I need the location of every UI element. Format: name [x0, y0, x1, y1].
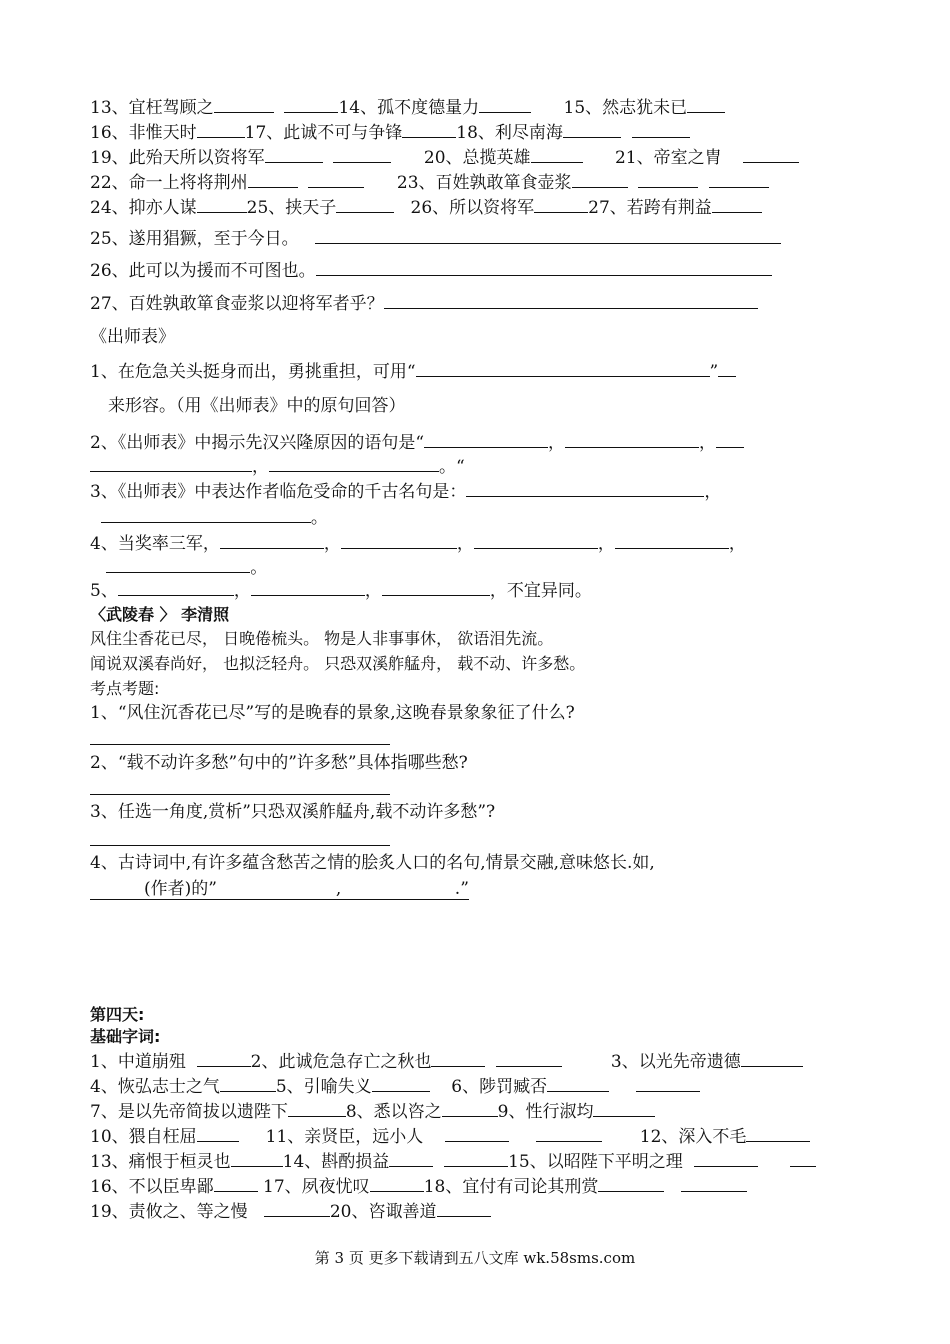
- poem-line-2: 闻说双溪春尚好， 也拟泛轻舟。 只恐双溪舴艋舟， 载不动、许多愁。: [90, 654, 586, 673]
- answer-blank[interactable]: [709, 171, 769, 188]
- sentence-text: 26、此可以为援而不可图也。: [90, 261, 316, 281]
- question-text: 2、《出师表》中揭示先汉兴隆原因的语句是“: [90, 433, 425, 453]
- answer-blank[interactable]: [101, 506, 311, 523]
- answer-blank[interactable]: [716, 431, 744, 448]
- item-2: 2、此诚危急存亡之秋也: [250, 1052, 432, 1072]
- chushi-q4: [90, 532, 746, 555]
- vocab-row-22: [90, 171, 769, 194]
- punct: ，: [699, 433, 717, 453]
- answer-blank[interactable]: [197, 1050, 251, 1067]
- question-text: 1、在危急关头挺身而出，勇挑重担，可用“: [90, 362, 416, 382]
- answer-line[interactable]: [90, 845, 390, 846]
- answer-blank[interactable]: [694, 1150, 758, 1167]
- question-text: 5、: [90, 581, 118, 601]
- day4-row-19: [90, 1200, 491, 1223]
- sentence-27: [90, 292, 758, 315]
- item-24: 24、抑亦人谋: [90, 198, 197, 218]
- answer-blank[interactable]: [341, 532, 457, 549]
- question-text: 4、当奖率三军，: [90, 534, 220, 554]
- section-title-wulingchun: 〈武陵春 〉 李清照: [90, 605, 230, 624]
- answer-blank[interactable]: [531, 146, 583, 163]
- chushi-q1: [90, 360, 736, 383]
- item-22: 22、命一上将将荆州: [90, 173, 248, 193]
- answer-blank[interactable]: [370, 1175, 424, 1192]
- author-label: (作者)的”: [144, 879, 218, 899]
- item-12: 12、深入不毛: [639, 1127, 747, 1147]
- item-10: 10、猥自枉屈: [90, 1127, 197, 1147]
- item-26: 26、所以资将军: [410, 198, 535, 218]
- question-text: 3、《出师表》中表达作者临危受命的千古名句是：: [90, 482, 467, 502]
- answer-blank[interactable]: [445, 1125, 509, 1142]
- day4-row-4: [90, 1075, 700, 1098]
- answer-blank[interactable]: [636, 1075, 700, 1092]
- answer-blank[interactable]: [790, 1150, 816, 1167]
- punct: ，: [548, 433, 566, 453]
- sentence-26: [90, 259, 772, 282]
- answer-blank[interactable]: [251, 579, 365, 596]
- punct: 。“: [439, 457, 465, 477]
- page-footer: 第 3 页 更多下载请到五八文库 wk.58sms.com: [314, 1249, 636, 1267]
- punct: .”: [454, 879, 469, 899]
- answer-blank[interactable]: [308, 171, 364, 188]
- item-19: 19、责攸之、等之慢: [90, 1202, 248, 1222]
- item-23: 23、百姓孰敢箪食壶浆: [396, 173, 572, 193]
- item-16: 16、非惟天时: [90, 123, 197, 143]
- item-8: 8、悉以咨之: [345, 1102, 442, 1122]
- chushi-q2-cont: [90, 455, 465, 478]
- wuling-q4-cont: [90, 878, 469, 900]
- vocab-row-24: [90, 196, 762, 219]
- answer-blank[interactable]: [563, 121, 621, 138]
- vocab-row-13: [90, 96, 725, 119]
- item-13: 13、宜枉驾顾之: [90, 98, 214, 118]
- wuling-q3: 3、任选一角度,赏析”只恐双溪舴艋舟,载不动许多愁”?: [90, 802, 496, 822]
- vocab-row-19: [90, 146, 799, 169]
- answer-blank[interactable]: [90, 455, 252, 472]
- punct: ，: [728, 534, 746, 554]
- answer-blank[interactable]: [214, 1175, 258, 1192]
- answer-blank[interactable]: [565, 431, 699, 448]
- answer-blank[interactable]: [389, 1150, 433, 1167]
- item-15: 15、然志犹未已: [563, 98, 688, 118]
- chushi-q3-cont: [90, 506, 328, 529]
- day4-row-10: [90, 1125, 810, 1148]
- item-1: 1、中道崩殂: [90, 1052, 186, 1072]
- item-20: 20、咨诹善道: [329, 1202, 437, 1222]
- answer-blank[interactable]: [315, 227, 781, 244]
- punct: ，: [704, 482, 722, 502]
- answer-blank[interactable]: [598, 1175, 664, 1192]
- item-20: 20、总揽英雄: [423, 148, 531, 168]
- chushi-q1-cont: 来形容。（用《出师表》中的原句回答）: [108, 396, 406, 416]
- item-17: 17、此诚不可与争锋: [244, 123, 403, 143]
- vocab-row-16: [90, 121, 690, 144]
- answer-blank[interactable]: [231, 1150, 283, 1167]
- item-18: 18、宜付有司论其刑赏: [423, 1177, 599, 1197]
- answer-blank[interactable]: [118, 579, 234, 596]
- wuling-q4: 4、古诗词中,有许多蕴含愁苦之情的脍炙人口的名句,情景交融,意味悠长.如,: [90, 853, 655, 873]
- answer-blank[interactable]: [402, 121, 456, 138]
- item-19: 19、此殆天所以资将军: [90, 148, 265, 168]
- punct: 。: [250, 558, 268, 578]
- item-3: 3、以光先帝遗德: [610, 1052, 741, 1072]
- answer-blank[interactable]: [437, 1200, 491, 1217]
- day-four-title: 第四天:: [90, 1005, 145, 1024]
- item-7: 7、是以先帝简拔以遗陛下: [90, 1102, 288, 1122]
- answer-blank[interactable]: [466, 480, 704, 497]
- question-text: ，不宜异同。: [489, 581, 592, 601]
- answer-blank[interactable]: [474, 532, 598, 549]
- basic-vocab-title: 基础字词:: [90, 1027, 161, 1046]
- wuling-q2: 2、“载不动许多愁”句中的”许多愁”具体指哪些愁?: [90, 753, 468, 773]
- answer-blank[interactable]: [746, 1125, 810, 1142]
- answer-blank[interactable]: [284, 96, 338, 113]
- answer-blank[interactable]: [424, 431, 548, 448]
- answer-line[interactable]: [90, 744, 390, 745]
- answer-line[interactable]: [90, 794, 390, 795]
- answer-blank[interactable]: [638, 171, 698, 188]
- answer-blank[interactable]: [687, 96, 725, 113]
- answer-blank[interactable]: [248, 171, 298, 188]
- answer-blank[interactable]: [265, 146, 323, 163]
- item-14: 14、孤不度德量力: [338, 98, 480, 118]
- answer-blank[interactable]: [444, 1150, 508, 1167]
- punct: ，: [364, 581, 382, 601]
- answer-blank[interactable]: [384, 292, 758, 309]
- punct: ，: [597, 534, 615, 554]
- item-21: 21、帝室之胄: [614, 148, 722, 168]
- poem-line-1: 风住尘香花已尽， 日晚倦梳头。 物是人非事事休， 欲语泪先流。: [90, 629, 554, 648]
- chushi-q2: [90, 431, 744, 454]
- answer-blank[interactable]: [741, 1050, 803, 1067]
- day4-row-7: [90, 1100, 655, 1123]
- answer-blank[interactable]: [743, 146, 799, 163]
- kaodian-label: 考点考题:: [90, 679, 160, 698]
- answer-blank[interactable]: [712, 196, 762, 213]
- sentence-25: [90, 227, 781, 250]
- item-6: 6、陟罚臧否: [451, 1077, 548, 1097]
- chushi-q4-cont: [90, 556, 267, 579]
- answer-blank[interactable]: [220, 1075, 276, 1092]
- punct: 。: [310, 508, 328, 528]
- item-13: 13、痛恨于桓灵也: [90, 1152, 231, 1172]
- item-11: 11、亲贤臣，远小人: [265, 1127, 424, 1147]
- answer-blank[interactable]: [416, 360, 710, 377]
- answer-blank[interactable]: [536, 1125, 602, 1142]
- item-16: 16、不以臣卑鄙: [90, 1177, 214, 1197]
- item-4: 4、恢弘志士之气: [90, 1077, 220, 1097]
- answer-blank[interactable]: [496, 1050, 562, 1067]
- answer-blank[interactable]: [382, 579, 490, 596]
- punct: ，: [252, 457, 269, 477]
- chushi-q5: [90, 579, 592, 602]
- answer-blank[interactable]: [288, 1100, 346, 1117]
- answer-blank[interactable]: [681, 1175, 747, 1192]
- day4-row-13: [90, 1150, 816, 1173]
- answer-blank[interactable]: [197, 1125, 239, 1142]
- answer-blank[interactable]: [197, 196, 247, 213]
- answer-blank[interactable]: [534, 196, 588, 213]
- item-9: 9、性行淑均: [497, 1102, 594, 1122]
- item-14: 14、斟酌损益: [282, 1152, 390, 1172]
- answer-blank[interactable]: [214, 96, 274, 113]
- answer-blank[interactable]: [615, 532, 729, 549]
- sentence-text: 25、遂用猖獗，至于今日。: [90, 229, 299, 249]
- item-25: 25、挟天子: [246, 198, 337, 218]
- answer-blank[interactable]: [431, 1050, 485, 1067]
- item-18: 18、利尽南海: [456, 123, 563, 143]
- section-title-chushibiao: 《出师表》: [90, 327, 175, 347]
- item-27: 27、若跨有荆益: [588, 198, 712, 218]
- item-5: 5、引喻失义: [275, 1077, 372, 1097]
- answer-blank[interactable]: [718, 360, 736, 377]
- answer-blank[interactable]: [90, 879, 469, 900]
- day4-row-1: [90, 1050, 803, 1073]
- answer-blank[interactable]: [269, 455, 439, 472]
- answer-blank[interactable]: [593, 1100, 655, 1117]
- answer-blank[interactable]: [547, 1075, 609, 1092]
- punct: ,: [335, 879, 342, 899]
- punct: ，: [456, 534, 474, 554]
- answer-blank[interactable]: [197, 121, 245, 138]
- answer-blank[interactable]: [442, 1100, 498, 1117]
- answer-blank[interactable]: [316, 259, 772, 276]
- punct: ，: [233, 581, 251, 601]
- item-15: 15、以昭陛下平明之理: [508, 1152, 683, 1172]
- answer-blank[interactable]: [572, 171, 628, 188]
- sentence-text: 27、百姓孰敢箪食壶浆以迎将军者乎？: [90, 294, 384, 314]
- answer-blank[interactable]: [336, 196, 394, 213]
- day4-row-16: [90, 1175, 747, 1198]
- punct: ，: [323, 534, 341, 554]
- item-17: 17、夙夜忧叹: [263, 1177, 370, 1197]
- answer-blank[interactable]: [372, 1075, 430, 1092]
- chushi-q3: [90, 480, 721, 503]
- answer-blank[interactable]: [220, 532, 324, 549]
- quote-mark: ”: [709, 362, 719, 382]
- answer-blank[interactable]: [333, 146, 391, 163]
- answer-blank[interactable]: [106, 556, 250, 573]
- wuling-q1: 1、“风住沉香花已尽”写的是晚春的景象,这晚春景象象征了什么?: [90, 703, 575, 723]
- answer-blank[interactable]: [479, 96, 531, 113]
- answer-blank[interactable]: [264, 1200, 330, 1217]
- answer-blank[interactable]: [632, 121, 690, 138]
